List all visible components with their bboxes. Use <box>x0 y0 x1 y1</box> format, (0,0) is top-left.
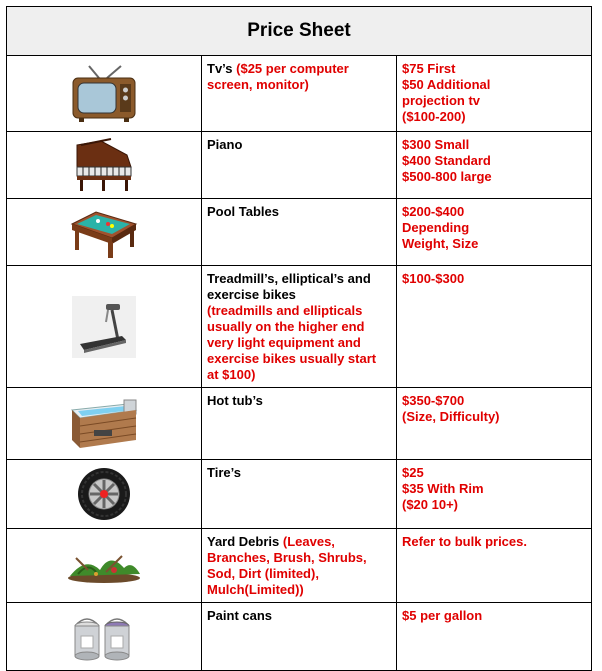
price-line: $25 <box>402 465 424 480</box>
table-row <box>7 56 592 132</box>
item-name: Hot tub’s <box>207 393 263 408</box>
price-line: $200-$400 <box>402 204 465 219</box>
hot-tub-icon <box>68 396 140 452</box>
table-row <box>7 132 592 199</box>
pool-table-icon <box>68 204 140 260</box>
item-name: Treadmill’s, elliptical’s and exercise bikes <box>207 271 371 302</box>
price-line: Depending <box>402 220 470 235</box>
table-row <box>7 266 592 388</box>
treadmill-icon <box>72 296 136 358</box>
table-row <box>7 199 592 266</box>
table-row <box>7 529 592 603</box>
tire-icon <box>76 466 132 522</box>
price-sheet-table <box>6 6 592 671</box>
price-line: Refer to bulk prices. <box>402 534 527 549</box>
item-note: (treadmills and ellipticals usually on the higher end very light equipment and exercise bikes usually start at $100) <box>207 303 377 382</box>
price-line: (Size, Difficulty) <box>402 409 500 424</box>
paint-cans-icon <box>71 612 137 662</box>
price-line: $5 per gallon <box>402 608 483 623</box>
price-line: $400 Standard <box>402 153 491 168</box>
item-name: Paint cans <box>207 608 273 623</box>
tv-icon <box>69 64 139 124</box>
table-row <box>7 603 592 671</box>
table-row <box>7 460 592 529</box>
item-note: ($25 per computer screen, monitor) <box>207 61 349 92</box>
price-line: $500-800 large <box>402 169 492 184</box>
price-line: $350-$700 <box>402 393 465 408</box>
price-line: ($20 10+) <box>402 497 459 512</box>
yard-debris-icon <box>66 546 142 586</box>
item-name: Tire’s <box>207 465 241 480</box>
item-name: Tv’s <box>207 61 233 76</box>
price-line: $35 With Rim <box>402 481 484 496</box>
price-line: $75 First <box>402 61 456 76</box>
page-title: Price Sheet <box>247 20 351 41</box>
item-name: Pool Tables <box>207 204 279 219</box>
piano-icon <box>71 137 137 193</box>
price-line: projection tv <box>402 93 481 108</box>
price-line: $100-$300 <box>402 271 465 286</box>
item-name: Yard Debris <box>207 534 280 549</box>
title-row <box>7 7 592 56</box>
table-row <box>7 388 592 460</box>
item-note: (Leaves, Branches, Brush, Shrubs, Sod, Dirt (limited), Mulch(Limited)) <box>207 534 367 597</box>
price-line: Weight, Size <box>402 236 479 251</box>
price-line: $300 Small <box>402 137 470 152</box>
price-line: $50 Additional <box>402 77 491 92</box>
price-line: ($100-200) <box>402 109 466 124</box>
item-name: Piano <box>207 137 243 152</box>
